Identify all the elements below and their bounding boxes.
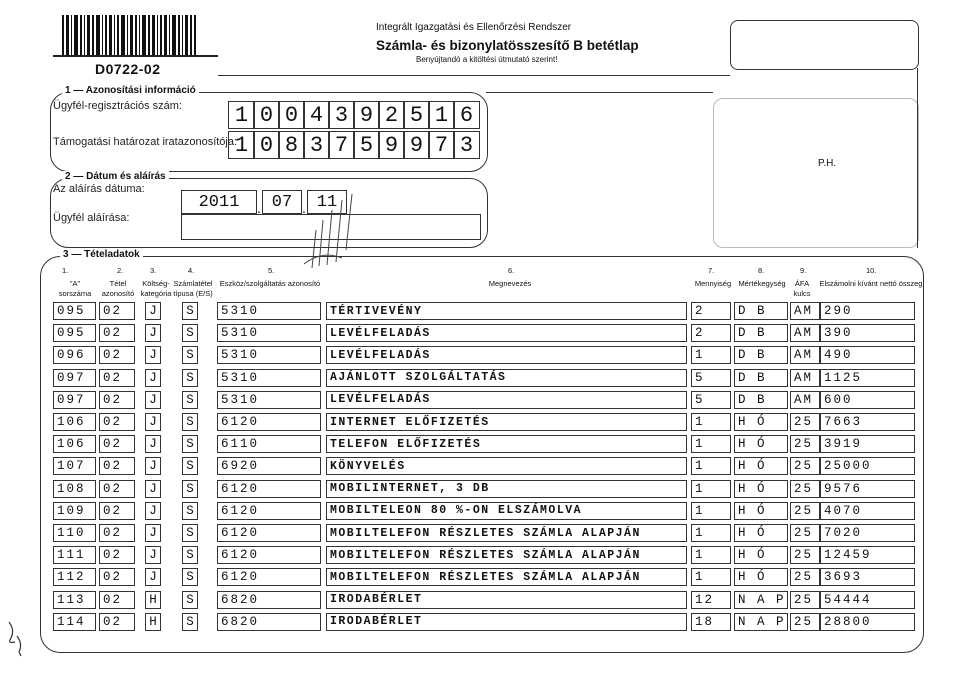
item-id-cell[interactable]: 02: [99, 480, 135, 498]
cost-category-cell[interactable]: H: [145, 591, 161, 609]
margin-handwriting: [5, 618, 27, 658]
table-row: [0, 457, 959, 476]
digit-cell[interactable]: 3: [453, 131, 480, 159]
unit-cell[interactable]: N A P: [734, 613, 788, 631]
vat-cell[interactable]: 25: [790, 591, 820, 609]
col-header-quantity: Mennyiség: [694, 279, 732, 288]
vat-cell[interactable]: 25: [790, 524, 820, 542]
vat-cell[interactable]: 25: [790, 435, 820, 453]
asset-id-cell[interactable]: 6120: [217, 480, 321, 498]
digit-cell[interactable]: 3: [303, 131, 330, 159]
vat-cell[interactable]: 25: [790, 457, 820, 475]
office-use-box: [730, 20, 919, 70]
col-header-serial: "A" sorszáma: [58, 279, 92, 298]
asset-id-cell[interactable]: 6110: [217, 435, 321, 453]
invoice-type-cell[interactable]: S: [182, 546, 198, 564]
net-amount-cell[interactable]: 600: [820, 391, 915, 409]
serial-cell[interactable]: 095: [53, 302, 96, 320]
table-row: [0, 546, 959, 565]
header-form-title: Számla- és bizonylatösszesítő B betétlap: [376, 38, 639, 53]
description-cell[interactable]: AJÁNLOTT SZOLGÁLTATÁS: [326, 369, 687, 387]
unit-cell[interactable]: D B: [734, 369, 788, 387]
serial-cell[interactable]: 108: [53, 480, 96, 498]
unit-cell[interactable]: H Ó: [734, 546, 788, 564]
signature-label: Ügyfél aláírása:: [53, 212, 130, 224]
column-number: 6.: [508, 266, 515, 275]
table-row: [0, 302, 959, 321]
quantity-cell[interactable]: 1: [691, 457, 731, 475]
net-amount-cell[interactable]: 3693: [820, 568, 915, 586]
section-3-title: 3 — Tételadatok: [60, 249, 143, 260]
vat-cell[interactable]: AM: [790, 324, 820, 342]
digit-cell[interactable]: 9: [378, 131, 405, 159]
cost-category-cell[interactable]: J: [145, 524, 161, 542]
table-row: [0, 524, 959, 543]
cost-category-cell[interactable]: J: [145, 302, 161, 320]
digit-cell[interactable]: 5: [353, 131, 380, 159]
net-amount-cell[interactable]: 25000: [820, 457, 915, 475]
vat-cell[interactable]: 25: [790, 546, 820, 564]
description-cell[interactable]: TÉRTIVEVÉNY: [326, 302, 687, 320]
description-cell[interactable]: LEVÉLFELADÁS: [326, 346, 687, 364]
date-year-field[interactable]: 2011: [181, 190, 257, 214]
invoice-type-cell[interactable]: S: [182, 457, 198, 475]
item-id-cell[interactable]: 02: [99, 591, 135, 609]
digit-cell[interactable]: 5: [403, 101, 430, 129]
frame-line: [917, 68, 918, 248]
quantity-cell[interactable]: 1: [691, 413, 731, 431]
unit-cell[interactable]: D B: [734, 391, 788, 409]
asset-id-cell[interactable]: 6920: [217, 457, 321, 475]
net-amount-cell[interactable]: 28800: [820, 613, 915, 631]
table-row: [0, 480, 959, 499]
description-cell[interactable]: MOBILTELEON 80 %-ON ELSZÁMOLVA: [326, 502, 687, 520]
serial-cell[interactable]: 113: [53, 591, 96, 609]
header-instruction: Benyújtandó a kitöltési útmutató szerint!: [416, 55, 558, 64]
stamp-label: P.H.: [818, 158, 837, 169]
description-cell[interactable]: INTERNET ELŐFIZETÉS: [326, 413, 687, 431]
column-number: 3.: [150, 266, 157, 275]
cost-category-cell[interactable]: H: [145, 613, 161, 631]
digit-cell[interactable]: 7: [428, 131, 455, 159]
quantity-cell[interactable]: 1: [691, 346, 731, 364]
digit-cell[interactable]: 1: [228, 101, 255, 129]
asset-id-cell[interactable]: 5310: [217, 302, 321, 320]
vat-cell[interactable]: 25: [790, 568, 820, 586]
description-cell[interactable]: MOBILTELEFON RÉSZLETES SZÁMLA ALAPJÁN: [326, 546, 687, 564]
date-label: Az aláírás dátuma:: [53, 183, 145, 195]
digit-cell[interactable]: 1: [228, 131, 255, 159]
col-header-cost-category: Költség- kategória: [140, 279, 172, 298]
cost-category-cell[interactable]: J: [145, 435, 161, 453]
description-cell[interactable]: MOBILTELEFON RÉSZLETES SZÁMLA ALAPJÁN: [326, 524, 687, 542]
digit-cell[interactable]: 9: [403, 131, 430, 159]
item-id-cell[interactable]: 02: [99, 546, 135, 564]
net-amount-cell[interactable]: 390: [820, 324, 915, 342]
digit-cell[interactable]: 1: [428, 101, 455, 129]
date-month-field[interactable]: 07: [262, 190, 302, 214]
date-separator: .: [302, 200, 306, 216]
net-amount-cell[interactable]: 490: [820, 346, 915, 364]
serial-cell[interactable]: 109: [53, 502, 96, 520]
quantity-cell[interactable]: 18: [691, 613, 731, 631]
net-amount-cell[interactable]: 9576: [820, 480, 915, 498]
asset-id-cell[interactable]: 6120: [217, 502, 321, 520]
invoice-type-cell[interactable]: S: [182, 568, 198, 586]
unit-cell[interactable]: H Ó: [734, 413, 788, 431]
invoice-type-cell[interactable]: S: [182, 413, 198, 431]
unit-cell[interactable]: H Ó: [734, 457, 788, 475]
serial-cell[interactable]: 112: [53, 568, 96, 586]
description-cell[interactable]: LEVÉLFELADÁS: [326, 324, 687, 342]
description-cell[interactable]: IRODABÉRLET: [326, 613, 687, 631]
item-id-cell[interactable]: 02: [99, 524, 135, 542]
quantity-cell[interactable]: 2: [691, 324, 731, 342]
invoice-type-cell[interactable]: S: [182, 369, 198, 387]
barcode: [62, 15, 210, 55]
col-header-vat: ÁFA kulcs: [793, 279, 811, 298]
table-row: [0, 369, 959, 388]
net-amount-cell[interactable]: 7020: [820, 524, 915, 542]
column-number: 8.: [758, 266, 765, 275]
unit-cell[interactable]: N A P: [734, 591, 788, 609]
column-number: 2.: [117, 266, 124, 275]
digit-cell[interactable]: 3: [328, 101, 355, 129]
description-cell[interactable]: IRODABÉRLET: [326, 591, 687, 609]
section-2-title: 2 — Dátum és aláírás: [62, 171, 169, 182]
table-row: [0, 324, 959, 343]
invoice-type-cell[interactable]: S: [182, 302, 198, 320]
digit-cell[interactable]: 6: [453, 101, 480, 129]
digit-cell[interactable]: 0: [278, 101, 305, 129]
header-system-name: Integrált Igazgatási és Ellenőrzési Rendszer: [376, 22, 572, 33]
item-id-cell[interactable]: 02: [99, 302, 135, 320]
decision-id-label: Támogatási határozat iratazonosítója:: [53, 136, 238, 148]
col-header-unit: Mértékegység: [738, 279, 786, 288]
table-row: [0, 568, 959, 587]
unit-cell[interactable]: H Ó: [734, 480, 788, 498]
net-amount-cell[interactable]: 7663: [820, 413, 915, 431]
item-id-cell[interactable]: 02: [99, 324, 135, 342]
serial-cell[interactable]: 095: [53, 324, 96, 342]
net-amount-cell[interactable]: 1125: [820, 369, 915, 387]
asset-id-cell[interactable]: 6820: [217, 591, 321, 609]
serial-cell[interactable]: 097: [53, 369, 96, 387]
column-number: 10.: [866, 266, 877, 275]
invoice-type-cell[interactable]: S: [182, 524, 198, 542]
digit-cell[interactable]: 4: [303, 101, 330, 129]
unit-cell[interactable]: H Ó: [734, 502, 788, 520]
col-header-description: Megnevezés: [488, 279, 532, 288]
frame-line: [486, 92, 713, 93]
invoice-type-cell[interactable]: S: [182, 591, 198, 609]
quantity-cell[interactable]: 1: [691, 480, 731, 498]
cost-category-cell[interactable]: J: [145, 568, 161, 586]
net-amount-cell[interactable]: 12459: [820, 546, 915, 564]
item-id-cell[interactable]: 02: [99, 435, 135, 453]
quantity-cell[interactable]: 1: [691, 502, 731, 520]
quantity-cell[interactable]: 5: [691, 369, 731, 387]
column-number: 7.: [708, 266, 715, 275]
quantity-cell[interactable]: 1: [691, 524, 731, 542]
cost-category-cell[interactable]: J: [145, 546, 161, 564]
column-number: 1.: [62, 266, 69, 275]
cost-category-cell[interactable]: J: [145, 480, 161, 498]
serial-cell[interactable]: 097: [53, 391, 96, 409]
quantity-cell[interactable]: 1: [691, 435, 731, 453]
stamp-area: [713, 98, 919, 248]
col-header-asset-id: Eszköz/szolgáltatás azonosító: [219, 279, 321, 288]
item-id-cell[interactable]: 02: [99, 369, 135, 387]
asset-id-cell[interactable]: 5310: [217, 369, 321, 387]
asset-id-cell[interactable]: 6120: [217, 413, 321, 431]
description-cell[interactable]: LEVÉLFELADÁS: [326, 391, 687, 409]
date-day-field[interactable]: 11: [307, 190, 347, 214]
item-id-cell[interactable]: 02: [99, 568, 135, 586]
description-cell[interactable]: MOBILINTERNET, 3 DB: [326, 480, 687, 498]
vat-cell[interactable]: 25: [790, 502, 820, 520]
col-header-item-id: Tétel azonosító: [101, 279, 135, 298]
asset-id-cell[interactable]: 5310: [217, 346, 321, 364]
asset-id-cell[interactable]: 5310: [217, 324, 321, 342]
item-id-cell[interactable]: 02: [99, 391, 135, 409]
barcode-underline: [53, 55, 218, 57]
unit-cell[interactable]: H Ó: [734, 568, 788, 586]
asset-id-cell[interactable]: 5310: [217, 391, 321, 409]
cost-category-cell[interactable]: J: [145, 369, 161, 387]
vat-cell[interactable]: AM: [790, 346, 820, 364]
asset-id-cell[interactable]: 6120: [217, 546, 321, 564]
table-row: [0, 435, 959, 454]
item-id-cell[interactable]: 02: [99, 346, 135, 364]
item-id-cell[interactable]: 02: [99, 457, 135, 475]
column-number: 5.: [268, 266, 275, 275]
unit-cell[interactable]: D B: [734, 324, 788, 342]
invoice-type-cell[interactable]: S: [182, 324, 198, 342]
item-id-cell[interactable]: 02: [99, 413, 135, 431]
serial-cell[interactable]: 107: [53, 457, 96, 475]
quantity-cell[interactable]: 5: [691, 391, 731, 409]
unit-cell[interactable]: H Ó: [734, 435, 788, 453]
digit-cell[interactable]: 9: [353, 101, 380, 129]
asset-id-cell[interactable]: 6120: [217, 524, 321, 542]
invoice-type-cell[interactable]: S: [182, 502, 198, 520]
table-row: [0, 413, 959, 432]
vat-cell[interactable]: 25: [790, 613, 820, 631]
unit-cell[interactable]: H Ó: [734, 524, 788, 542]
document-code: D0722-02: [95, 61, 161, 77]
vat-cell[interactable]: AM: [790, 391, 820, 409]
serial-cell[interactable]: 096: [53, 346, 96, 364]
net-amount-cell[interactable]: 54444: [820, 591, 915, 609]
digit-cell[interactable]: 8: [278, 131, 305, 159]
header-frame-line: [218, 75, 730, 76]
serial-cell[interactable]: 110: [53, 524, 96, 542]
description-cell[interactable]: TELEFON ELŐFIZETÉS: [326, 435, 687, 453]
description-cell[interactable]: MOBILTELEFON RÉSZLETES SZÁMLA ALAPJÁN: [326, 568, 687, 586]
digit-cell[interactable]: 2: [378, 101, 405, 129]
quantity-cell[interactable]: 1: [691, 568, 731, 586]
invoice-type-cell[interactable]: S: [182, 435, 198, 453]
item-id-cell[interactable]: 02: [99, 613, 135, 631]
table-row: [0, 613, 959, 632]
invoice-type-cell[interactable]: S: [182, 391, 198, 409]
net-amount-cell[interactable]: 290: [820, 302, 915, 320]
vat-cell[interactable]: AM: [790, 302, 820, 320]
digit-cell[interactable]: 7: [328, 131, 355, 159]
column-number: 9.: [800, 266, 807, 275]
quantity-cell[interactable]: 2: [691, 302, 731, 320]
cost-category-cell[interactable]: J: [145, 324, 161, 342]
col-header-invoice-type: Számlatétel típusa (E/S): [173, 279, 213, 298]
serial-cell[interactable]: 106: [53, 435, 96, 453]
unit-cell[interactable]: D B: [734, 346, 788, 364]
table-row: [0, 391, 959, 410]
section-1-title: 1 — Azonosítási információ: [62, 85, 199, 96]
table-row: [0, 591, 959, 610]
invoice-type-cell[interactable]: S: [182, 613, 198, 631]
serial-cell[interactable]: 106: [53, 413, 96, 431]
client-id-label: Ügyfél-regisztrációs szám:: [53, 100, 182, 112]
table-row: [0, 346, 959, 365]
vat-cell[interactable]: AM: [790, 369, 820, 387]
invoice-type-cell[interactable]: S: [182, 480, 198, 498]
description-cell[interactable]: KÖNYVELÉS: [326, 457, 687, 475]
cost-category-cell[interactable]: J: [145, 391, 161, 409]
col-header-net-amount: Elszámolni kívánt nettó összeg: [819, 279, 923, 288]
quantity-cell[interactable]: 12: [691, 591, 731, 609]
asset-id-cell[interactable]: 6820: [217, 613, 321, 631]
cost-category-cell[interactable]: J: [145, 413, 161, 431]
invoice-type-cell[interactable]: S: [182, 346, 198, 364]
vat-cell[interactable]: 25: [790, 413, 820, 431]
serial-cell[interactable]: 114: [53, 613, 96, 631]
unit-cell[interactable]: D B: [734, 302, 788, 320]
quantity-cell[interactable]: 1: [691, 546, 731, 564]
cost-category-cell[interactable]: J: [145, 346, 161, 364]
date-separator: .: [257, 200, 261, 216]
digit-cell[interactable]: 0: [253, 131, 280, 159]
cost-category-cell[interactable]: J: [145, 502, 161, 520]
cost-category-cell[interactable]: J: [145, 457, 161, 475]
net-amount-cell[interactable]: 4070: [820, 502, 915, 520]
column-number: 4.: [188, 266, 195, 275]
item-id-cell[interactable]: 02: [99, 502, 135, 520]
net-amount-cell[interactable]: 3919: [820, 435, 915, 453]
serial-cell[interactable]: 111: [53, 546, 96, 564]
table-row: [0, 502, 959, 521]
vat-cell[interactable]: 25: [790, 480, 820, 498]
digit-cell[interactable]: 0: [253, 101, 280, 129]
asset-id-cell[interactable]: 6120: [217, 568, 321, 586]
